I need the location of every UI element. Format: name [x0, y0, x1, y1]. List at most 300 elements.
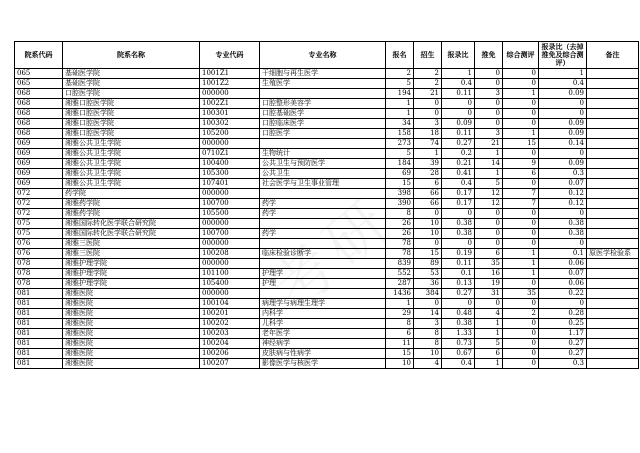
major-name-cell: 护理学 [260, 269, 386, 279]
notes-cell [587, 219, 639, 229]
admitted-cell: 18 [414, 129, 442, 139]
comprehensive-cell: 6 [503, 169, 539, 179]
recommended-cell: 12 [475, 199, 503, 209]
major-name-cell: 社会医学与卫生事业管理 [260, 179, 386, 189]
table-row [15, 119, 639, 129]
applicants-cell: 2 [386, 69, 414, 79]
ratio-cell: 0.4 [442, 179, 475, 189]
ratio-cell: 0.11 [442, 89, 475, 99]
major-name-cell [260, 289, 386, 299]
comprehensive-cell: 0 [503, 69, 539, 79]
adjusted-ratio-cell: 0.12 [539, 189, 587, 199]
dept-name-cell: 口腔医学院 [63, 89, 200, 99]
dept-name-cell: 湘雅三医院 [63, 239, 200, 249]
major-code-cell: 000000 [200, 189, 260, 199]
major-name-cell [260, 89, 386, 99]
admitted-cell: 3 [414, 319, 442, 329]
recommended-cell: 1 [475, 359, 503, 369]
adjusted-ratio-cell: 0.27 [539, 349, 587, 359]
adjusted-ratio-cell: 1 [539, 69, 587, 79]
dept-code-cell: 081 [15, 299, 63, 309]
applicants-cell: 184 [386, 159, 414, 169]
notes-cell [587, 239, 639, 249]
adjusted-ratio-cell: 0.38 [539, 219, 587, 229]
comprehensive-cell: 35 [503, 289, 539, 299]
admitted-cell: 10 [414, 349, 442, 359]
table-body [15, 69, 639, 369]
comprehensive-cell: 0 [503, 349, 539, 359]
dept-name-cell: 湘雅医院 [63, 289, 200, 299]
admitted-cell: 15 [414, 249, 442, 259]
recommended-cell: 0 [475, 299, 503, 309]
major-name-cell: 干细胞与再生医学 [260, 69, 386, 79]
ratio-cell: 0 [442, 109, 475, 119]
ratio-cell: 0.73 [442, 339, 475, 349]
applicants-cell: 8 [386, 319, 414, 329]
dept-code-cell: 069 [15, 169, 63, 179]
comprehensive-cell: 0 [503, 239, 539, 249]
major-code-cell: 105500 [200, 209, 260, 219]
recommended-cell: 12 [475, 189, 503, 199]
comprehensive-cell: 0 [503, 109, 539, 119]
recommended-cell: 0 [475, 119, 503, 129]
table-row [15, 149, 639, 159]
recommended-cell: 16 [475, 269, 503, 279]
notes-cell [587, 69, 639, 79]
table-row [15, 209, 639, 219]
major-code-cell: 000000 [200, 289, 260, 299]
adjusted-ratio-cell: 0 [539, 149, 587, 159]
notes-cell [587, 179, 639, 189]
applicants-cell: 26 [386, 219, 414, 229]
ratio-cell: 0.13 [442, 279, 475, 289]
dept-name-cell: 湘雅国际转化医学联合研究院 [63, 229, 200, 239]
major-name-cell [260, 259, 386, 269]
major-code-cell: 100208 [200, 249, 260, 259]
comprehensive-cell: 0 [503, 279, 539, 289]
recommended-cell: 1 [475, 329, 503, 339]
dept-code-cell: 068 [15, 109, 63, 119]
applicants-cell: 194 [386, 89, 414, 99]
admitted-cell: 2 [414, 79, 442, 89]
notes-cell [587, 359, 639, 369]
comprehensive-cell: 0 [503, 319, 539, 329]
admitted-cell: 3 [414, 119, 442, 129]
major-name-cell: 神经病学 [260, 339, 386, 349]
table-row [15, 349, 639, 359]
ratio-cell: 0.11 [442, 129, 475, 139]
major-code-cell: 1001Z2 [200, 79, 260, 89]
dept-name-cell: 药学院 [63, 189, 200, 199]
major-name-cell: 口腔临床医学 [260, 119, 386, 129]
dept-name-cell: 基础医学院 [63, 79, 200, 89]
admitted-cell: 74 [414, 139, 442, 149]
dept-code-cell: 069 [15, 159, 63, 169]
adjusted-ratio-cell: 0.28 [539, 309, 587, 319]
table-row [15, 199, 639, 209]
major-name-cell: 老年医学 [260, 329, 386, 339]
dept-name-cell: 湘雅医院 [63, 349, 200, 359]
major-code-cell: 100206 [200, 349, 260, 359]
dept-code-cell: 081 [15, 339, 63, 349]
recommended-cell: 0 [475, 219, 503, 229]
major-name-cell: 公共卫生与预防医学 [260, 159, 386, 169]
comprehensive-cell: 2 [503, 309, 539, 319]
table-row [15, 309, 639, 319]
admitted-cell: 0 [414, 99, 442, 109]
ratio-cell: 0.21 [442, 159, 475, 169]
ratio-cell: 0.38 [442, 219, 475, 229]
ratio-cell: 0.09 [442, 119, 475, 129]
table-row [15, 99, 639, 109]
dept-code-cell: 072 [15, 199, 63, 209]
notes-cell [587, 159, 639, 169]
dept-name-cell: 湘雅公共卫生学院 [63, 159, 200, 169]
dept-name-cell: 湘雅医院 [63, 359, 200, 369]
dept-name-cell: 湘雅三医院 [63, 249, 200, 259]
adjusted-ratio-cell: 0.1 [539, 249, 587, 259]
table-row [15, 249, 639, 259]
comprehensive-cell: 1 [503, 259, 539, 269]
major-name-cell: 影像医学与核医学 [260, 359, 386, 369]
dept-code-cell: 081 [15, 289, 63, 299]
recommended-cell: 19 [475, 279, 503, 289]
notes-cell [587, 229, 639, 239]
dept-code-cell: 065 [15, 69, 63, 79]
recommended-cell: 0 [475, 109, 503, 119]
major-code-cell: 100104 [200, 299, 260, 309]
dept-code-cell: 069 [15, 139, 63, 149]
ratio-cell: 1 [442, 69, 475, 79]
notes-cell [587, 349, 639, 359]
major-name-cell [260, 219, 386, 229]
dept-name-cell: 基础医学院 [63, 69, 200, 79]
major-code-cell: 1002Z1 [200, 99, 260, 109]
table-row [15, 339, 639, 349]
admitted-cell: 28 [414, 169, 442, 179]
comprehensive-cell: 0 [503, 79, 539, 89]
dept-name-cell: 湘雅护理学院 [63, 269, 200, 279]
major-name-cell: 生物统计 [260, 149, 386, 159]
table-row [15, 179, 639, 189]
admission-table [14, 41, 639, 369]
applicants-cell: 29 [386, 309, 414, 319]
applicants-cell: 287 [386, 279, 414, 289]
major-code-cell: 100202 [200, 319, 260, 329]
adjusted-ratio-cell: 0.07 [539, 269, 587, 279]
header-dept-name: 院系名称 [63, 42, 200, 69]
applicants-cell: 5 [386, 79, 414, 89]
ratio-cell: 0.4 [442, 359, 475, 369]
ratio-cell: 0.27 [442, 139, 475, 149]
applicants-cell: 390 [386, 199, 414, 209]
applicants-cell: 273 [386, 139, 414, 149]
applicants-cell: 839 [386, 259, 414, 269]
notes-cell [587, 339, 639, 349]
recommended-cell: 0 [475, 79, 503, 89]
dept-code-cell: 075 [15, 229, 63, 239]
recommended-cell: 31 [475, 289, 503, 299]
table-row [15, 229, 639, 239]
table-row [15, 109, 639, 119]
major-name-cell [260, 139, 386, 149]
table-row [15, 89, 639, 99]
major-code-cell: 105300 [200, 169, 260, 179]
comprehensive-cell: 7 [503, 199, 539, 209]
table-row [15, 139, 639, 149]
recommended-cell: 0 [475, 209, 503, 219]
recommended-cell: 3 [475, 129, 503, 139]
dept-name-cell: 湘雅医院 [63, 309, 200, 319]
notes-cell [587, 149, 639, 159]
major-code-cell: 000000 [200, 239, 260, 249]
ratio-cell: 0.17 [442, 189, 475, 199]
comprehensive-cell: 0 [503, 339, 539, 349]
applicants-cell: 78 [386, 249, 414, 259]
dept-name-cell: 湘雅口腔医学院 [63, 99, 200, 109]
dept-name-cell: 湘雅药学院 [63, 209, 200, 219]
header-applicants: 报名 [386, 42, 414, 69]
dept-code-cell: 068 [15, 119, 63, 129]
dept-name-cell: 湘雅口腔医学院 [63, 109, 200, 119]
ratio-cell: 0.17 [442, 199, 475, 209]
adjusted-ratio-cell: 0.14 [539, 139, 587, 149]
adjusted-ratio-cell: 0.22 [539, 289, 587, 299]
adjusted-ratio-cell: 0.27 [539, 339, 587, 349]
applicants-cell: 6 [386, 329, 414, 339]
recommended-cell: 21 [475, 139, 503, 149]
table-row [15, 279, 639, 289]
admitted-cell: 10 [414, 219, 442, 229]
ratio-cell: 0.38 [442, 229, 475, 239]
recommended-cell: 0 [475, 229, 503, 239]
major-code-cell: 100203 [200, 329, 260, 339]
ratio-cell: 0.27 [442, 289, 475, 299]
major-name-cell [260, 189, 386, 199]
header-ratio: 报录比 [442, 42, 475, 69]
ratio-cell: 0 [442, 239, 475, 249]
adjusted-ratio-cell: 0 [539, 99, 587, 109]
ratio-cell: 0.41 [442, 169, 475, 179]
major-name-cell: 口腔基础医学 [260, 109, 386, 119]
recommended-cell: 0 [475, 99, 503, 109]
table-row [15, 219, 639, 229]
adjusted-ratio-cell: 0.09 [539, 119, 587, 129]
admitted-cell: 36 [414, 279, 442, 289]
comprehensive-cell: 0 [503, 149, 539, 159]
ratio-cell: 0 [442, 99, 475, 109]
admitted-cell: 2 [414, 69, 442, 79]
major-code-cell: 000000 [200, 139, 260, 149]
table-row [15, 129, 639, 139]
admitted-cell: 0 [414, 109, 442, 119]
dept-code-cell: 081 [15, 359, 63, 369]
comprehensive-cell: 0 [503, 219, 539, 229]
dept-name-cell: 湘雅医院 [63, 319, 200, 329]
admitted-cell: 66 [414, 199, 442, 209]
applicants-cell: 69 [386, 169, 414, 179]
notes-cell [587, 319, 639, 329]
notes-cell [587, 269, 639, 279]
major-code-cell: 107401 [200, 179, 260, 189]
dept-code-cell: 069 [15, 179, 63, 189]
comprehensive-cell: 0 [503, 359, 539, 369]
applicants-cell: 5 [386, 149, 414, 159]
recommended-cell: 14 [475, 159, 503, 169]
spreadsheet [14, 41, 639, 369]
adjusted-ratio-cell: 0.09 [539, 159, 587, 169]
adjusted-ratio-cell: 0 [539, 299, 587, 309]
recommended-cell: 35 [475, 259, 503, 269]
table-row [15, 69, 639, 79]
major-name-cell: 内科学 [260, 309, 386, 319]
ratio-cell: 0.2 [442, 149, 475, 159]
applicants-cell: 78 [386, 239, 414, 249]
major-name-cell: 药学 [260, 229, 386, 239]
notes-cell [587, 279, 639, 289]
major-code-cell: 100207 [200, 359, 260, 369]
dept-code-cell: 075 [15, 219, 63, 229]
dept-code-cell: 065 [15, 79, 63, 89]
notes-cell [587, 259, 639, 269]
comprehensive-cell: 0 [503, 99, 539, 109]
notes-cell [587, 199, 639, 209]
admitted-cell: 53 [414, 269, 442, 279]
ratio-cell: 0.4 [442, 79, 475, 89]
recommended-cell: 6 [475, 249, 503, 259]
notes-cell [587, 109, 639, 119]
major-code-cell: 1001Z1 [200, 69, 260, 79]
applicants-cell: 1436 [386, 289, 414, 299]
table-row [15, 189, 639, 199]
major-code-cell: 000000 [200, 89, 260, 99]
dept-code-cell: 076 [15, 239, 63, 249]
major-code-cell: 100400 [200, 159, 260, 169]
applicants-cell: 1 [386, 299, 414, 309]
applicants-cell: 15 [386, 349, 414, 359]
dept-name-cell: 湘雅公共卫生学院 [63, 169, 200, 179]
applicants-cell: 552 [386, 269, 414, 279]
notes-cell [587, 129, 639, 139]
applicants-cell: 1 [386, 109, 414, 119]
dept-name-cell: 湘雅国际转化医学联合研究院 [63, 219, 200, 229]
adjusted-ratio-cell: 0.07 [539, 179, 587, 189]
notes-cell [587, 299, 639, 309]
table-row [15, 289, 639, 299]
dept-name-cell: 湘雅护理学院 [63, 259, 200, 269]
recommended-cell: 6 [475, 349, 503, 359]
dept-name-cell: 湘雅公共卫生学院 [63, 149, 200, 159]
notes-cell [587, 79, 639, 89]
adjusted-ratio-cell: 0 [539, 109, 587, 119]
major-name-cell: 皮肤病与性病学 [260, 349, 386, 359]
header-adjusted-ratio: 报录比（去掉推免及综合测评） [539, 42, 587, 69]
notes-cell [587, 119, 639, 129]
admitted-cell: 384 [414, 289, 442, 299]
dept-code-cell: 076 [15, 249, 63, 259]
major-code-cell: 101100 [200, 269, 260, 279]
header-comprehensive: 综合测评 [503, 42, 539, 69]
admitted-cell: 21 [414, 89, 442, 99]
comprehensive-cell: 0 [503, 299, 539, 309]
recommended-cell: 4 [475, 309, 503, 319]
notes-cell [587, 289, 639, 299]
dept-code-cell: 068 [15, 129, 63, 139]
comprehensive-cell: 0 [503, 229, 539, 239]
ratio-cell: 0.19 [442, 249, 475, 259]
major-code-cell: 105200 [200, 129, 260, 139]
adjusted-ratio-cell: 0.12 [539, 199, 587, 209]
major-name-cell: 口腔整形美容学 [260, 99, 386, 109]
comprehensive-cell: 1 [503, 249, 539, 259]
dept-code-cell: 072 [15, 209, 63, 219]
admitted-cell: 4 [414, 359, 442, 369]
table-row [15, 319, 639, 329]
header-recommended: 推免 [475, 42, 503, 69]
major-name-cell: 临床检验诊断学 [260, 249, 386, 259]
dept-code-cell: 072 [15, 189, 63, 199]
notes-cell [587, 189, 639, 199]
dept-name-cell: 湘雅公共卫生学院 [63, 179, 200, 189]
comprehensive-cell: 1 [503, 269, 539, 279]
table-row [15, 259, 639, 269]
admitted-cell: 1 [414, 149, 442, 159]
notes-cell [587, 329, 639, 339]
notes-cell [587, 209, 639, 219]
comprehensive-cell: 9 [503, 159, 539, 169]
dept-code-cell: 078 [15, 259, 63, 269]
notes-cell [587, 139, 639, 149]
recommended-cell: 5 [475, 179, 503, 189]
admitted-cell: 0 [414, 209, 442, 219]
dept-name-cell: 湘雅口腔医学院 [63, 129, 200, 139]
major-code-cell: 100700 [200, 199, 260, 209]
applicants-cell: 34 [386, 119, 414, 129]
major-code-cell: 100201 [200, 309, 260, 319]
comprehensive-cell: 0 [503, 179, 539, 189]
dept-code-cell: 081 [15, 319, 63, 329]
recommended-cell: 0 [475, 239, 503, 249]
major-name-cell: 儿科学 [260, 319, 386, 329]
dept-code-cell: 078 [15, 279, 63, 289]
admitted-cell: 89 [414, 259, 442, 269]
comprehensive-cell: 0 [503, 209, 539, 219]
dept-code-cell: 081 [15, 349, 63, 359]
major-code-cell: 100204 [200, 339, 260, 349]
recommended-cell: 1 [475, 319, 503, 329]
admitted-cell: 8 [414, 339, 442, 349]
major-name-cell: 公共卫生 [260, 169, 386, 179]
major-code-cell: 100700 [200, 229, 260, 239]
dept-code-cell: 078 [15, 269, 63, 279]
notes-cell [587, 169, 639, 179]
dept-name-cell: 湘雅口腔医学院 [63, 119, 200, 129]
adjusted-ratio-cell: 1.17 [539, 329, 587, 339]
adjusted-ratio-cell: 0.09 [539, 89, 587, 99]
recommended-cell: 0 [475, 69, 503, 79]
admitted-cell: 8 [414, 329, 442, 339]
ratio-cell: 0.48 [442, 309, 475, 319]
table-row [15, 239, 639, 249]
table-row [15, 299, 639, 309]
header-dept-code: 院系代码 [15, 42, 63, 69]
major-name-cell: 药学 [260, 209, 386, 219]
major-code-cell: 105400 [200, 279, 260, 289]
major-name-cell: 病理学与病理生理学 [260, 299, 386, 309]
dept-code-cell: 069 [15, 149, 63, 159]
ratio-cell: 0.38 [442, 319, 475, 329]
applicants-cell: 398 [386, 189, 414, 199]
